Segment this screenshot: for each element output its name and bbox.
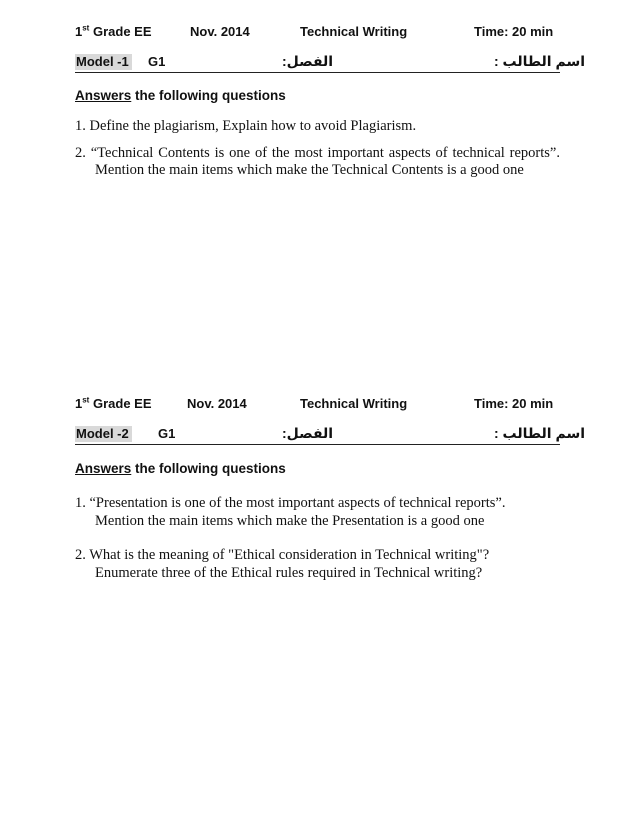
question-1: 1. Define the plagiarism, Explain how to avoid Plagiarism. — [75, 118, 417, 134]
exam-time: Time: 20 min — [474, 24, 554, 39]
exam-time: Time: 20 min — [474, 396, 554, 411]
class-field-label: الفصل: — [282, 53, 334, 69]
question-2-continuation: Enumerate three of the Ethical rules required in Technical writing? — [95, 565, 483, 581]
question-2: 2. “Technical Contents is one of the most important aspects of technical reports”. — [75, 145, 560, 161]
student-name-label: اسم الطالب : — [494, 425, 586, 441]
course-title: Technical Writing — [300, 396, 408, 411]
question-2: 2. What is the meaning of "Ethical consideration in Technical writing"? — [75, 547, 490, 563]
question-1: 1. “Presentation is one of the most important aspects of technical reports”. — [75, 495, 506, 511]
student-name-label: اسم الطالب : — [494, 53, 586, 69]
grade-label: 1st Grade EE — [75, 395, 152, 411]
question-2-continuation: Mention the main items which make the Technical Contents is a good one — [95, 162, 524, 178]
exam-date: Nov. 2014 — [190, 24, 250, 39]
model-label: Model -2 — [75, 426, 132, 441]
question-1-continuation: Mention the main items which make the Presentation is a good one — [95, 513, 485, 529]
exam-date: Nov. 2014 — [187, 396, 247, 411]
group-label: G1 — [158, 426, 176, 441]
header-divider — [75, 444, 560, 445]
instructions: Answers the following questions — [75, 88, 286, 103]
grade-label: 1st Grade EE — [75, 23, 152, 39]
class-field-label: الفصل: — [282, 425, 334, 441]
instructions: Answers the following questions — [75, 461, 286, 476]
course-title: Technical Writing — [300, 24, 408, 39]
header-divider — [75, 72, 560, 73]
group-label: G1 — [148, 54, 166, 69]
model-label: Model -1 — [75, 54, 132, 69]
